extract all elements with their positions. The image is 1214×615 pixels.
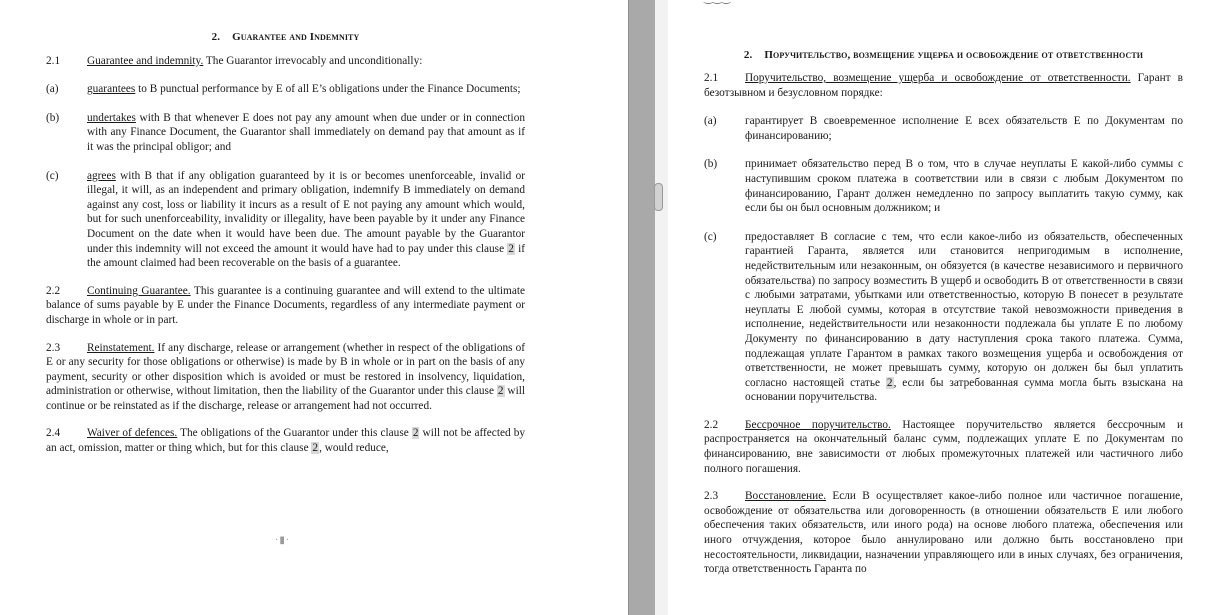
clause-text: The Guarantor irrevocably and unconditionally: — [203, 54, 423, 67]
clause-number: 2.1 — [46, 54, 61, 67]
section-heading — [704, 48, 1183, 62]
clause-2-1 — [46, 54, 525, 69]
page-break-marker: ·▮· — [275, 535, 291, 546]
list-item-label: (a) — [46, 83, 59, 96]
clause-2-4 — [46, 426, 525, 455]
pane-gap — [655, 0, 668, 615]
section-heading-title: Guarantee and Indemnity — [232, 31, 360, 43]
list-item-text: to B punctual performance by E of all E’s obligations under the Finance Documents; — [135, 83, 521, 96]
previous-page-edge — [704, 0, 731, 4]
clause-title: Бессрочное поручительство. — [745, 418, 891, 431]
clause-number: 2.1 — [704, 72, 719, 84]
clause-2-1 — [704, 71, 1183, 100]
english-document-page — [46, 30, 525, 456]
clause-text: Гарант в безотзывном и безусловном порядке: — [704, 72, 1183, 99]
clause-text: Если В осуществляет какое-либо полное или частичное погашение, освобождение от обязательства или договоренность (в отношении обязательств Е или любого обеспечения таких обязательств, или иного рода) на основе любого платежа, обеспечения или иного отчуждения, которое было аннулировано или должно быть восстановлено при несостоятельности, ликвидации, назначении управляющего или в иных случаях, без ограничения, тогда ответственность Гаранта по — [704, 490, 1183, 576]
list-item-b — [704, 157, 1183, 215]
clause-text-cont: will continue or be reinstated as if the discharge, release or arrangement had not occurred. — [46, 385, 525, 412]
list-item-label: (c) — [46, 169, 59, 182]
clause-number: 2.3 — [704, 490, 719, 503]
clause-title: Waiver of defences. — [87, 427, 178, 440]
list-item-text-cont: if the amount claimed had been recoverable on the basis of a guarantee. — [87, 242, 525, 270]
list-item-text: гарантирует В своевременное исполнение Е всех обязательств Е по Документам по финансированию; — [745, 115, 1183, 142]
list-item-a — [46, 82, 525, 97]
clause-title: Guarantee and indemnity. — [87, 54, 204, 67]
clause-number: 2.4 — [46, 427, 61, 440]
clause-text-cont: will not be affected by an act, omission, matter or thing which, but for this clause — [46, 427, 525, 455]
clause-2-2 — [704, 418, 1183, 476]
list-item-c — [46, 169, 525, 271]
clause-number: 2.3 — [46, 341, 61, 354]
list-item-verb: guarantees — [87, 83, 136, 96]
list-item-text: предоставляет В согласие с тем, что если какое-либо из обязательств, обеспеченных гарантией Гаранта, является или становится непригодимым в исполнение, недействительным или незаконным, он обязуется (в качестве независимого и первичного обязательства) по запросу возместить В ущерб и освободить В от ответственности в связи с любыми затратами, убытками или ответственностью, которую В понесет в результате неуплаты Е любой суммы, которая в отсутствие такой невозможности приведения в исполнение, недействительности или незаконности подлежала бы уплате Е по любому Документу по финансированию в дату наступления срока такого платежа. Сумма, подлежащая уплате Гарантом в рамках такого возмещения ущерба и освобождения от ответственности, не может превышать сумму, которую он должен бы был уплатить согласно настоящей статье — [745, 230, 1183, 389]
clause-title: Поручительство, возмещение ущерба и освобождение от ответственности. — [745, 72, 1131, 84]
list-item-label: (c) — [704, 230, 717, 243]
list-item-text: with B that if any obligation guaranteed by it is or becomes unenforceable, invalid or illegal, it will, as an independent and primary obligation, indemnify B immediately on demand against any cost, loss or liability it incurs as a result of E not paying any amount which would, but for such unenforceability, invalidity or illegality, have been payable by it under any Finance Document on the date when it would have been due. The amount payable by the Guarantor under this indemnity will not exceed the amount it would have had to pay under this clause — [87, 169, 525, 255]
clause-text: This guarantee is a continuing guarantee and will extend to the ultimate balance of sums payable by E under the Finance Documents, regardless of any intermediate payment or discharge in whole or in part. — [46, 284, 525, 326]
cross-reference-field[interactable]: 2 — [886, 376, 893, 389]
cross-reference-field[interactable]: 2 — [508, 242, 514, 255]
clause-number: 2.2 — [704, 418, 719, 431]
list-item-verb: undertakes — [87, 111, 136, 124]
section-heading — [46, 30, 525, 45]
clause-2-3 — [46, 341, 525, 414]
clause-text: The obligations of the Guarantor under this clause — [177, 427, 412, 440]
scrollbar-thumb[interactable] — [654, 183, 663, 211]
clause-text: Настоящее поручительство является бессрочным и распространяется на окончательный баланс сумм, подлежащих уплате Е по Документам по финансированию, вне зависимости от любых промежуточных платежей или частичного либо полного погашения. — [704, 418, 1183, 475]
clause-number: 2.2 — [46, 284, 61, 297]
clause-title: Восстановление. — [745, 490, 827, 503]
list-item-text: принимает обязательство перед В о том, что в случае неуплаты Е какой-либо суммы с наступившим сроком платежа в соответствии или в связи с любым Документом по финансированию, Гарант должен немедленно по запросу выплатить такую сумму, как если бы он был основным должником; и — [745, 158, 1183, 215]
section-heading-number: 2. — [743, 49, 753, 61]
pane-splitter[interactable] — [628, 0, 656, 615]
list-item-a — [704, 114, 1183, 143]
list-item-label: (a) — [704, 115, 717, 128]
list-item-label: (b) — [46, 111, 60, 124]
clause-2-2 — [46, 284, 525, 328]
list-item-c — [704, 230, 1183, 405]
russian-document-page — [704, 48, 1183, 577]
list-item-text: with B that whenever E does not pay any amount when due under or in connection with any Finance Document, the Guarantor shall immediately on demand pay that amount as if it was the principal obligor; and — [87, 111, 525, 153]
list-item-verb: agrees — [87, 169, 116, 182]
right-document-pane[interactable] — [668, 0, 1214, 615]
list-item-b — [46, 111, 525, 155]
cross-reference-field[interactable]: 2 — [412, 427, 419, 440]
list-item-label: (b) — [704, 158, 718, 171]
clause-text: If any discharge, release or arrangement (whether in respect of the obligations of E or any security for those obligations or otherwise) is made by B in whole or in part on the basis of any payment, security or other disposition which is avoided or must be restored in insolvency, liquidation, administration or otherwise, without limitation, then the liability of the Guarantor under this clause — [46, 341, 525, 398]
section-heading-number: 2. — [211, 31, 221, 43]
clause-text-end: , would reduce, — [319, 442, 389, 455]
clause-2-3 — [704, 489, 1183, 577]
clause-title: Reinstatement. — [87, 341, 155, 354]
list-item-text-cont: , если бы затребованная сумма могла быть взыскана на основании поручительства. — [745, 376, 1184, 404]
cross-reference-field[interactable]: 2 — [312, 442, 319, 455]
section-heading-title: Поручительство, возмещение ущерба и освобождение от ответственности — [764, 49, 1144, 61]
cross-reference-field[interactable]: 2 — [497, 385, 504, 398]
clause-title: Continuing Guarantee. — [87, 284, 191, 297]
